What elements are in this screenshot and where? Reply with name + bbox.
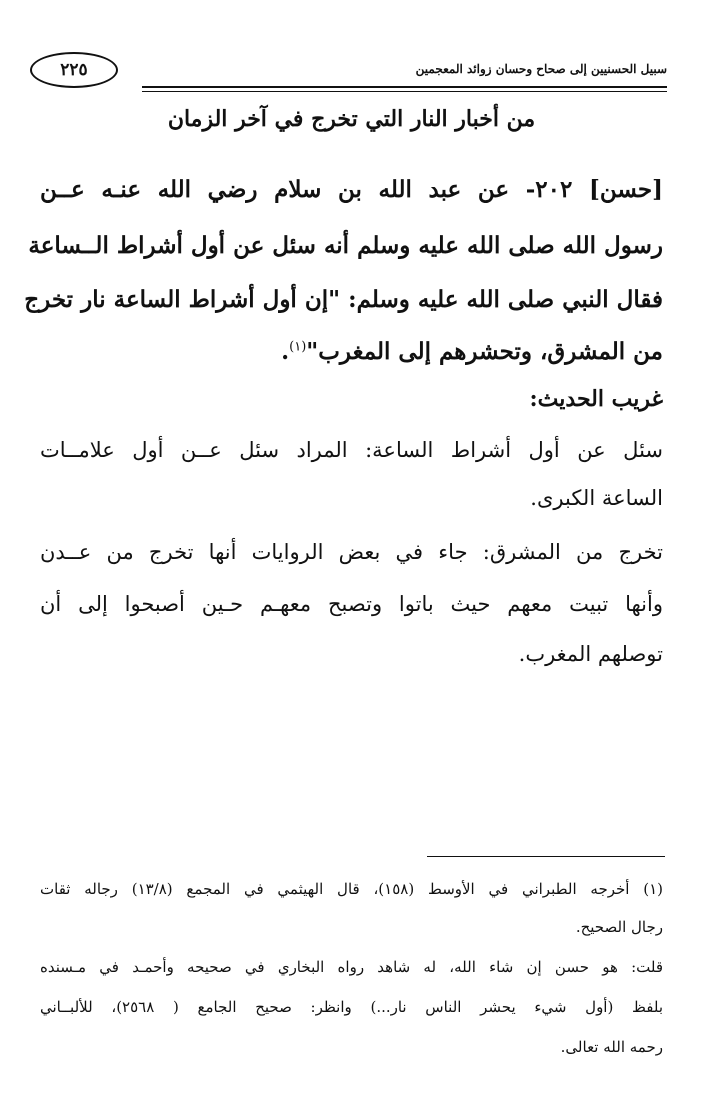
running-title: سبيل الحسنيين إلى صحاح وحسان زوائد المعجمين [415,62,667,76]
footnote-line-3: قلت: هو حسن إن شاء الله، له شاهد رواه البخاري في صحيحه وأحمـد في مـسنده [40,958,663,976]
hadith-line-4-text: من المشرق، وتحشرهم إلى المغرب" [306,338,663,365]
footnote-separator [427,856,665,857]
hadith-line-2: رسول الله صلى الله عليه وسلم أنه سئل عن أول أشراط الــساعة [28,232,663,259]
hadith-line-1: [حسن] ٢٠٢- عن عبد الله بن سلام رضي الله عنـه عــن [40,176,663,203]
gharib-line-2: الساعة الكبرى. [530,486,663,510]
hadith-end-punct: . [281,338,290,365]
footnote-line-5: رحمه الله تعالى. [560,1038,663,1056]
hadith-line-4 [40,338,663,365]
page-number: ٢٢٥ [30,52,118,88]
footnote-line-2: رجال الصحيح. [575,918,663,936]
gharib-line-3: تخرج من المشرق: جاء في بعض الروايات أنها تخرج من عــدن [40,540,663,564]
footnote-line-1: (١) أخرجه الطبراني في الأوسط (١٥٨)، قال الهيثمي في المجمع (١٣/٨) رجاله ثقات [40,880,663,898]
footnote-line-4: بلفظ (أول شيء يحشر الناس نار...) وانظر: صحيح الجامع ( ٢٥٦٨)، للألبــاني [40,998,663,1016]
gharib-line-4: وأنها تبيت معهم حيث باتوا وتصبح معهـم حـين أصبحوا إلى أن [40,592,663,616]
header-rule-thick [142,86,667,88]
gharib-heading: غريب الحديث: [529,386,663,412]
page-header [30,48,667,88]
chapter-title: من أخبار النار التي تخرج في آخر الزمان [167,106,536,132]
gharib-line-5: توصلهم المغرب. [518,642,663,666]
gharib-line-1: سئل عن أول أشراط الساعة: المراد سئل عــن أول علامــات [40,438,663,462]
header-rule-thin [142,91,667,92]
footnote-marker: (١) [289,339,307,355]
hadith-line-3: فقال النبي صلى الله عليه وسلم: "إن أول أشراط الساعة نار تخرج [24,286,663,313]
